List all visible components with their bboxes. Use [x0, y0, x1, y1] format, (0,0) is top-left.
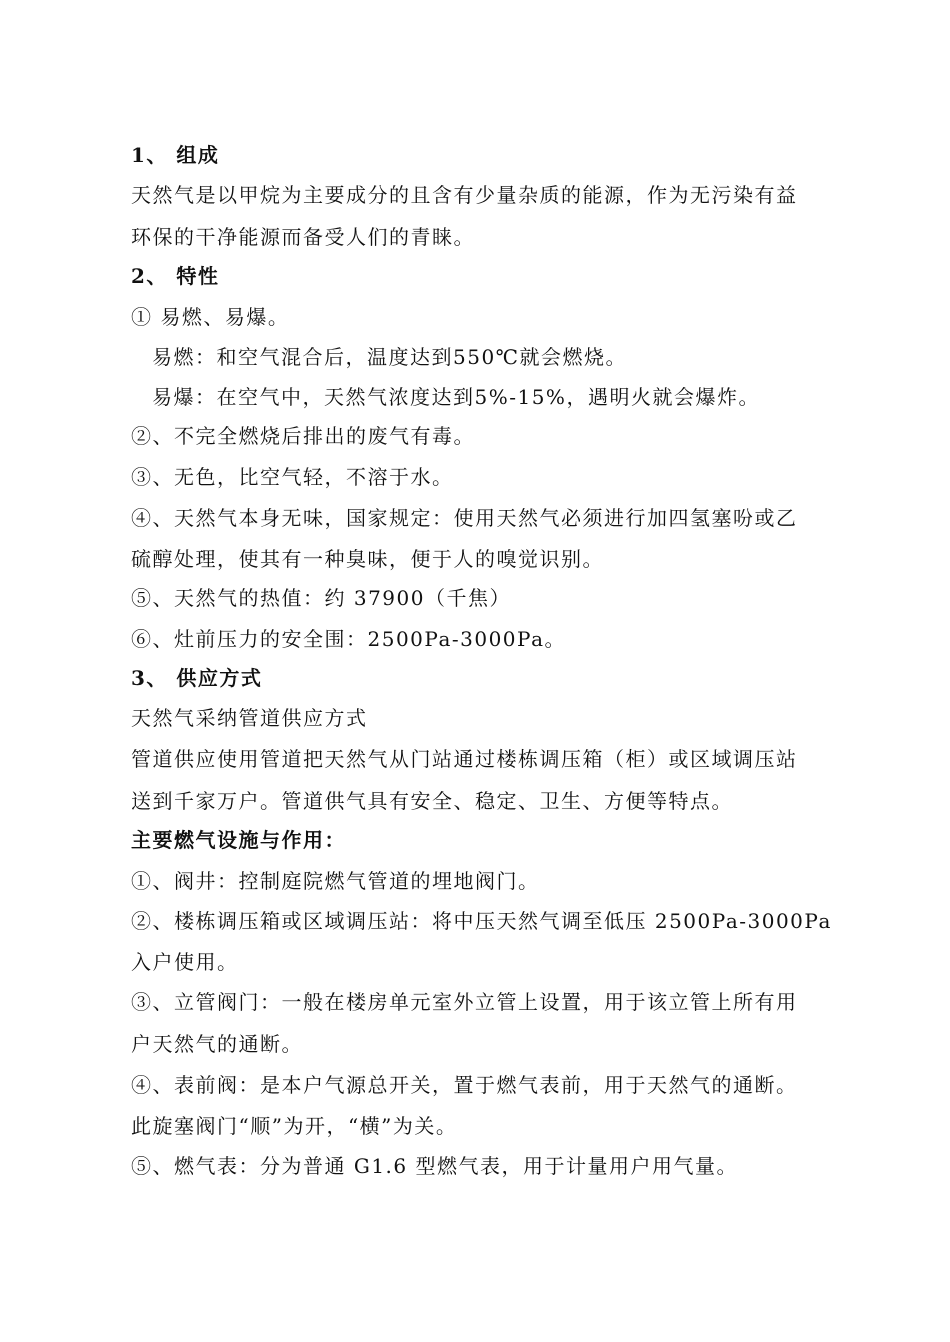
paragraph-line: 环保的干净能源而备受人们的青睐。 [131, 225, 475, 249]
list-item-continuation: 此旋塞阀门“顺”为开，“横”为关。 [131, 1114, 458, 1138]
list-item: ③、立管阀门：一般在楼房单元室外立管上设置，用于该立管上所有用 [131, 990, 798, 1014]
list-item: ⑤、燃气表：分为普通 G1.6 型燃气表，用于计量用户用气量。 [131, 1154, 738, 1178]
list-subitem: 易燃：和空气混合后，温度达到550℃就会燃烧。 [152, 345, 628, 369]
list-item: ① 易燃、易爆。 [131, 305, 290, 329]
section-heading-composition: 1、 组成 [131, 143, 220, 167]
list-item: ⑤、天然气的热值：约 37900（千焦） [131, 586, 511, 610]
list-item: ①、阀井：控制庭院燃气管道的埋地阀门。 [131, 869, 540, 893]
list-item: ②、不完全燃烧后排出的废气有毒。 [131, 424, 475, 448]
paragraph-line: 送到千家万户。管道供气具有安全、稳定、卫生、方便等特点。 [131, 789, 733, 813]
paragraph-line: 管道供应使用管道把天然气从门站通过楼栋调压箱（柜）或区域调压站 [131, 747, 798, 771]
list-item-continuation: 户天然气的通断。 [131, 1032, 303, 1056]
list-item: ④、表前阀：是本户气源总开关，置于燃气表前，用于天然气的通断。 [131, 1073, 798, 1097]
section-heading-supply: 3、 供应方式 [131, 666, 263, 690]
list-item: ②、楼栋调压箱或区域调压站：将中压天然气调至低压 2500Pa-3000Pa [131, 909, 832, 933]
list-item: ③、无色，比空气轻，不溶于水。 [131, 465, 454, 489]
list-item: ⑥、灶前压力的安全围：2500Pa-3000Pa。 [131, 627, 567, 651]
list-item-continuation: 硫醇处理，使其有一种臭味，便于人的嗅觉识别。 [131, 547, 604, 571]
list-item-continuation: 入户使用。 [131, 950, 239, 974]
list-subitem: 易爆：在空气中，天然气浓度达到5%-15%，遇明火就会爆炸。 [152, 385, 760, 409]
paragraph-line: 天然气采纳管道供应方式 [131, 706, 368, 730]
section-heading-properties: 2、 特性 [131, 264, 220, 288]
list-item: ④、天然气本身无味，国家规定：使用天然气必须进行加四氢塞吩或乙 [131, 506, 798, 530]
subsection-heading-facilities: 主要燃气设施与作用： [131, 828, 346, 852]
paragraph-line: 天然气是以甲烷为主要成分的且含有少量杂质的能源，作为无污染有益 [131, 183, 798, 207]
